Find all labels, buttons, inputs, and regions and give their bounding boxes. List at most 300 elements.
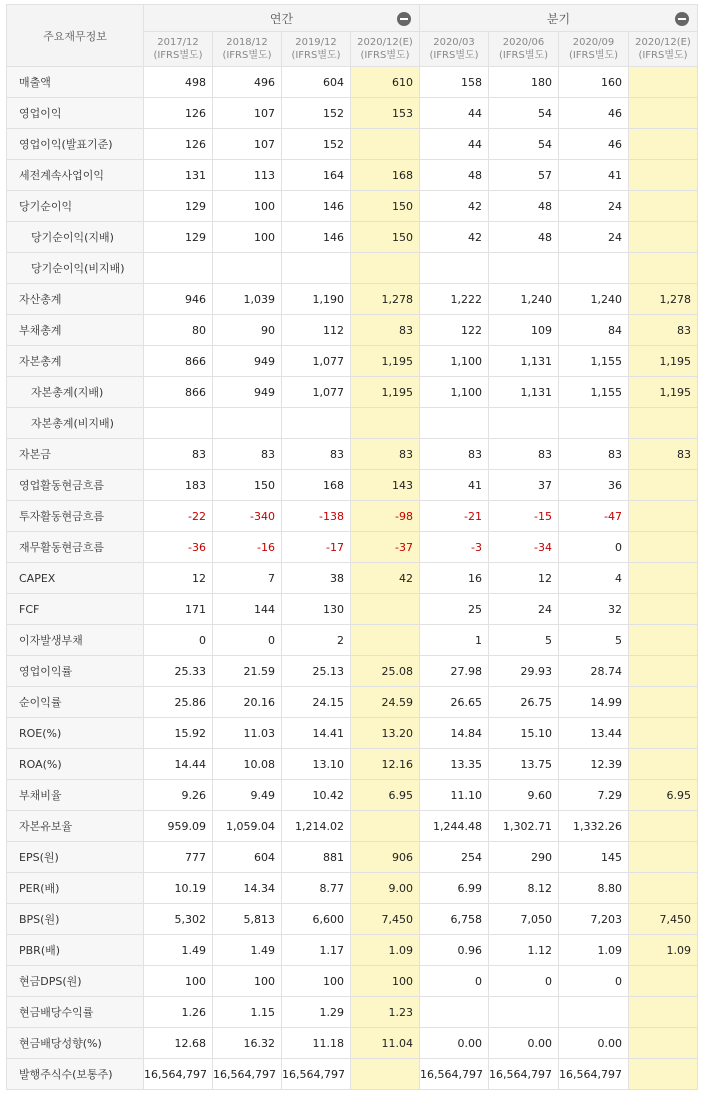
- value-cell: -22: [144, 501, 213, 532]
- value-cell: -37: [351, 532, 420, 563]
- period-date: 2020/03: [433, 37, 475, 48]
- value-cell: 10.42: [282, 780, 351, 811]
- value-cell: 83: [559, 439, 629, 470]
- value-cell: 1,240: [489, 284, 559, 315]
- value-cell: 100: [213, 222, 282, 253]
- value-cell: 28.74: [559, 656, 629, 687]
- value-cell: 90: [213, 315, 282, 346]
- value-cell: 7,050: [489, 904, 559, 935]
- period-header: [282, 32, 351, 67]
- value-cell: -15: [489, 501, 559, 532]
- value-cell: 20.16: [213, 687, 282, 718]
- corner-header: 주요재무정보: [7, 5, 144, 67]
- annual-group-header: [144, 5, 420, 32]
- value-cell: 42: [420, 191, 489, 222]
- value-cell: 496: [213, 67, 282, 98]
- value-cell: 1.09: [351, 935, 420, 966]
- value-cell: 126: [144, 129, 213, 160]
- value-cell: [351, 811, 420, 842]
- value-cell: 1,278: [351, 284, 420, 315]
- value-cell: 12.68: [144, 1028, 213, 1059]
- value-cell: 1,131: [489, 377, 559, 408]
- value-cell: [629, 873, 698, 904]
- value-cell: 906: [351, 842, 420, 873]
- table-row: [7, 687, 698, 718]
- value-cell: 46: [559, 98, 629, 129]
- value-cell: 1,278: [629, 284, 698, 315]
- row-label: 자본금: [7, 439, 144, 470]
- value-cell: 1,195: [629, 377, 698, 408]
- period-header: [629, 32, 698, 67]
- value-cell: [629, 253, 698, 284]
- value-cell: 1,100: [420, 377, 489, 408]
- value-cell: 498: [144, 67, 213, 98]
- table-row: [7, 284, 698, 315]
- period-basis: (IFRS별도): [153, 50, 203, 61]
- value-cell: 1,100: [420, 346, 489, 377]
- value-cell: 48: [420, 160, 489, 191]
- row-label: 세전계속사업이익: [7, 160, 144, 191]
- value-cell: 16,564,797: [559, 1059, 629, 1090]
- row-label: 영업이익률: [7, 656, 144, 687]
- row-label: 당기순이익(비지배): [7, 253, 144, 284]
- value-cell: 959.09: [144, 811, 213, 842]
- value-cell: 0.96: [420, 935, 489, 966]
- value-cell: 1,214.02: [282, 811, 351, 842]
- period-header: [489, 32, 559, 67]
- table-row: [7, 594, 698, 625]
- row-label: 투자활동현금흐름: [7, 501, 144, 532]
- value-cell: 146: [282, 191, 351, 222]
- value-cell: 48: [489, 191, 559, 222]
- value-cell: [629, 222, 698, 253]
- period-date: 2020/06: [502, 37, 545, 48]
- value-cell: [420, 253, 489, 284]
- value-cell: 16,564,797: [282, 1059, 351, 1090]
- table-row: [7, 346, 698, 377]
- value-cell: 100: [144, 966, 213, 997]
- table-row: [7, 532, 698, 563]
- table-row: [7, 501, 698, 532]
- table-row: [7, 315, 698, 346]
- value-cell: 604: [213, 842, 282, 873]
- value-cell: 126: [144, 98, 213, 129]
- value-cell: 153: [351, 98, 420, 129]
- value-cell: 254: [420, 842, 489, 873]
- value-cell: 83: [282, 439, 351, 470]
- value-cell: [489, 253, 559, 284]
- value-cell: -17: [282, 532, 351, 563]
- value-cell: 83: [351, 315, 420, 346]
- value-cell: 7,450: [629, 904, 698, 935]
- value-cell: 16,564,797: [489, 1059, 559, 1090]
- value-cell: [629, 129, 698, 160]
- value-cell: 11.18: [282, 1028, 351, 1059]
- financial-table: [6, 4, 698, 1090]
- table-row: [7, 222, 698, 253]
- value-cell: [629, 470, 698, 501]
- value-cell: 183: [144, 470, 213, 501]
- value-cell: [213, 408, 282, 439]
- value-cell: -21: [420, 501, 489, 532]
- value-cell: -34: [489, 532, 559, 563]
- value-cell: [559, 997, 629, 1028]
- value-cell: 44: [420, 129, 489, 160]
- value-cell: 9.00: [351, 873, 420, 904]
- row-label: 부채총계: [7, 315, 144, 346]
- value-cell: 14.99: [559, 687, 629, 718]
- value-cell: 112: [282, 315, 351, 346]
- value-cell: 13.75: [489, 749, 559, 780]
- period-header: [213, 32, 282, 67]
- value-cell: 1,059.04: [213, 811, 282, 842]
- row-label: 자본총계: [7, 346, 144, 377]
- value-cell: 6.95: [351, 780, 420, 811]
- value-cell: 0.00: [420, 1028, 489, 1059]
- value-cell: 5: [559, 625, 629, 656]
- value-cell: 1.49: [213, 935, 282, 966]
- value-cell: 8.12: [489, 873, 559, 904]
- value-cell: [629, 563, 698, 594]
- value-cell: 10.08: [213, 749, 282, 780]
- value-cell: [629, 501, 698, 532]
- period-basis: (IFRS별도): [638, 50, 688, 61]
- value-cell: 5: [489, 625, 559, 656]
- value-cell: [351, 408, 420, 439]
- value-cell: 0: [559, 966, 629, 997]
- value-cell: 150: [351, 191, 420, 222]
- minus-circle-icon[interactable]: [397, 12, 411, 26]
- value-cell: 37: [489, 470, 559, 501]
- value-cell: 0: [144, 625, 213, 656]
- row-label: PER(배): [7, 873, 144, 904]
- period-basis: (IFRS별도): [291, 50, 341, 61]
- value-cell: [629, 594, 698, 625]
- table-row: [7, 966, 698, 997]
- table-row: [7, 408, 698, 439]
- value-cell: 10.19: [144, 873, 213, 904]
- value-cell: 48: [489, 222, 559, 253]
- row-label: 자본총계(지배): [7, 377, 144, 408]
- value-cell: 164: [282, 160, 351, 191]
- table-row: [7, 377, 698, 408]
- table-row: [7, 98, 698, 129]
- value-cell: 84: [559, 315, 629, 346]
- value-cell: [420, 997, 489, 1028]
- period-date: 2020/09: [572, 37, 615, 48]
- value-cell: 1.09: [629, 935, 698, 966]
- value-cell: 1,077: [282, 346, 351, 377]
- value-cell: 25: [420, 594, 489, 625]
- value-cell: [351, 594, 420, 625]
- table-row: [7, 935, 698, 966]
- value-cell: 1,039: [213, 284, 282, 315]
- value-cell: [629, 67, 698, 98]
- minus-circle-icon[interactable]: [675, 12, 689, 26]
- value-cell: 100: [213, 966, 282, 997]
- row-label: 현금배당성향(%): [7, 1028, 144, 1059]
- value-cell: 1,155: [559, 377, 629, 408]
- value-cell: 1,302.71: [489, 811, 559, 842]
- value-cell: 4: [559, 563, 629, 594]
- value-cell: 27.98: [420, 656, 489, 687]
- value-cell: 8.80: [559, 873, 629, 904]
- value-cell: [559, 253, 629, 284]
- value-cell: 949: [213, 377, 282, 408]
- value-cell: 16: [420, 563, 489, 594]
- value-cell: 1,195: [351, 346, 420, 377]
- value-cell: 16,564,797: [420, 1059, 489, 1090]
- value-cell: 7: [213, 563, 282, 594]
- value-cell: 168: [282, 470, 351, 501]
- value-cell: 26.65: [420, 687, 489, 718]
- value-cell: 24: [559, 222, 629, 253]
- period-basis: (IFRS별도): [568, 50, 619, 61]
- value-cell: [629, 160, 698, 191]
- period-date: 2020/12(E): [357, 37, 413, 48]
- value-cell: 15.10: [489, 718, 559, 749]
- value-cell: 180: [489, 67, 559, 98]
- value-cell: -138: [282, 501, 351, 532]
- value-cell: 6.99: [420, 873, 489, 904]
- value-cell: 1,332.26: [559, 811, 629, 842]
- value-cell: 129: [144, 222, 213, 253]
- table-row: [7, 718, 698, 749]
- value-cell: [351, 625, 420, 656]
- value-cell: 6.95: [629, 780, 698, 811]
- value-cell: [629, 191, 698, 222]
- value-cell: 5,813: [213, 904, 282, 935]
- value-cell: 12: [144, 563, 213, 594]
- value-cell: 100: [351, 966, 420, 997]
- period-date: 2019/12: [295, 37, 337, 48]
- value-cell: 12: [489, 563, 559, 594]
- value-cell: 1,190: [282, 284, 351, 315]
- table-row: [7, 873, 698, 904]
- value-cell: 21.59: [213, 656, 282, 687]
- value-cell: 25.13: [282, 656, 351, 687]
- table-row: [7, 191, 698, 222]
- value-cell: 16.32: [213, 1028, 282, 1059]
- value-cell: 42: [351, 563, 420, 594]
- value-cell: [489, 408, 559, 439]
- value-cell: 83: [144, 439, 213, 470]
- value-cell: [629, 718, 698, 749]
- value-cell: 9.26: [144, 780, 213, 811]
- value-cell: 41: [420, 470, 489, 501]
- value-cell: 866: [144, 346, 213, 377]
- value-cell: [629, 997, 698, 1028]
- value-cell: 24: [559, 191, 629, 222]
- value-cell: 16,564,797: [213, 1059, 282, 1090]
- table-row: [7, 842, 698, 873]
- value-cell: -16: [213, 532, 282, 563]
- row-label: 현금DPS(원): [7, 966, 144, 997]
- value-cell: -36: [144, 532, 213, 563]
- value-cell: 100: [213, 191, 282, 222]
- table-row: [7, 1059, 698, 1090]
- row-label: BPS(원): [7, 904, 144, 935]
- row-label: ROE(%): [7, 718, 144, 749]
- value-cell: 15.92: [144, 718, 213, 749]
- value-cell: 1,131: [489, 346, 559, 377]
- row-label: 자본유보율: [7, 811, 144, 842]
- quarter-label: 분기: [546, 11, 571, 26]
- row-label: 영업활동현금흐름: [7, 470, 144, 501]
- value-cell: [629, 687, 698, 718]
- value-cell: 6,600: [282, 904, 351, 935]
- value-cell: 160: [559, 67, 629, 98]
- table-row: [7, 625, 698, 656]
- value-cell: 83: [629, 315, 698, 346]
- value-cell: 9.60: [489, 780, 559, 811]
- value-cell: 107: [213, 98, 282, 129]
- value-cell: 12.16: [351, 749, 420, 780]
- value-cell: [629, 625, 698, 656]
- value-cell: 881: [282, 842, 351, 873]
- value-cell: 44: [420, 98, 489, 129]
- value-cell: 57: [489, 160, 559, 191]
- value-cell: 1,155: [559, 346, 629, 377]
- value-cell: 24: [489, 594, 559, 625]
- row-label: 부채비율: [7, 780, 144, 811]
- value-cell: 83: [629, 439, 698, 470]
- value-cell: 113: [213, 160, 282, 191]
- value-cell: 1.15: [213, 997, 282, 1028]
- value-cell: [351, 1059, 420, 1090]
- value-cell: 777: [144, 842, 213, 873]
- period-date: 2020/12(E): [635, 37, 691, 48]
- value-cell: 152: [282, 129, 351, 160]
- period-basis: (IFRS별도): [360, 50, 410, 61]
- value-cell: [144, 408, 213, 439]
- value-cell: 83: [489, 439, 559, 470]
- value-cell: 14.34: [213, 873, 282, 904]
- row-label: 순이익률: [7, 687, 144, 718]
- value-cell: -340: [213, 501, 282, 532]
- value-cell: 1.26: [144, 997, 213, 1028]
- row-label: 자산총계: [7, 284, 144, 315]
- value-cell: 8.77: [282, 873, 351, 904]
- period-header: [559, 32, 629, 67]
- value-cell: 144: [213, 594, 282, 625]
- table-row: [7, 1028, 698, 1059]
- period-header: [144, 32, 213, 67]
- period-basis: (IFRS별도): [222, 50, 272, 61]
- value-cell: 24.59: [351, 687, 420, 718]
- table-row: [7, 904, 698, 935]
- quarter-group-header: [420, 5, 698, 32]
- value-cell: 29.93: [489, 656, 559, 687]
- value-cell: 290: [489, 842, 559, 873]
- value-cell: 11.03: [213, 718, 282, 749]
- value-cell: 83: [213, 439, 282, 470]
- row-label: 현금배당수익률: [7, 997, 144, 1028]
- value-cell: [629, 966, 698, 997]
- value-cell: 100: [282, 966, 351, 997]
- row-label: 매출액: [7, 67, 144, 98]
- value-cell: 0: [213, 625, 282, 656]
- table-row: [7, 656, 698, 687]
- value-cell: 1,077: [282, 377, 351, 408]
- value-cell: 1.49: [144, 935, 213, 966]
- annual-label: 연간: [269, 11, 294, 26]
- row-label: 발행주식수(보통주): [7, 1059, 144, 1090]
- value-cell: 0: [420, 966, 489, 997]
- value-cell: 32: [559, 594, 629, 625]
- table-row: [7, 439, 698, 470]
- value-cell: 1,244.48: [420, 811, 489, 842]
- value-cell: 0.00: [489, 1028, 559, 1059]
- value-cell: [629, 408, 698, 439]
- value-cell: -3: [420, 532, 489, 563]
- table-row: [7, 67, 698, 98]
- period-header: [420, 32, 489, 67]
- value-cell: 145: [559, 842, 629, 873]
- value-cell: 25.86: [144, 687, 213, 718]
- table-row: [7, 129, 698, 160]
- value-cell: 54: [489, 98, 559, 129]
- value-cell: 168: [351, 160, 420, 191]
- value-cell: 150: [351, 222, 420, 253]
- value-cell: [282, 408, 351, 439]
- value-cell: 1.12: [489, 935, 559, 966]
- value-cell: 9.49: [213, 780, 282, 811]
- value-cell: 143: [351, 470, 420, 501]
- value-cell: 13.44: [559, 718, 629, 749]
- value-cell: 54: [489, 129, 559, 160]
- value-cell: 146: [282, 222, 351, 253]
- value-cell: 610: [351, 67, 420, 98]
- value-cell: 1,240: [559, 284, 629, 315]
- table-row: [7, 780, 698, 811]
- value-cell: 107: [213, 129, 282, 160]
- value-cell: 14.44: [144, 749, 213, 780]
- value-cell: 158: [420, 67, 489, 98]
- value-cell: -47: [559, 501, 629, 532]
- value-cell: 1.17: [282, 935, 351, 966]
- value-cell: [420, 408, 489, 439]
- value-cell: 130: [282, 594, 351, 625]
- value-cell: 14.41: [282, 718, 351, 749]
- value-cell: 129: [144, 191, 213, 222]
- value-cell: 1,195: [629, 346, 698, 377]
- period-date: 2017/12: [157, 37, 199, 48]
- value-cell: 13.35: [420, 749, 489, 780]
- value-cell: 7,450: [351, 904, 420, 935]
- value-cell: 13.10: [282, 749, 351, 780]
- value-cell: [351, 253, 420, 284]
- value-cell: 109: [489, 315, 559, 346]
- period-basis: (IFRS별도): [429, 50, 479, 61]
- value-cell: 122: [420, 315, 489, 346]
- table-row: [7, 253, 698, 284]
- value-cell: [559, 408, 629, 439]
- value-cell: 83: [351, 439, 420, 470]
- row-label: EPS(원): [7, 842, 144, 873]
- row-label: 영업이익: [7, 98, 144, 129]
- value-cell: 1.23: [351, 997, 420, 1028]
- row-label: 당기순이익: [7, 191, 144, 222]
- row-label: 재무활동현금흐름: [7, 532, 144, 563]
- value-cell: 1.29: [282, 997, 351, 1028]
- value-cell: 7,203: [559, 904, 629, 935]
- row-label: 이자발생부채: [7, 625, 144, 656]
- value-cell: [629, 98, 698, 129]
- value-cell: [629, 1059, 698, 1090]
- value-cell: 38: [282, 563, 351, 594]
- value-cell: 24.15: [282, 687, 351, 718]
